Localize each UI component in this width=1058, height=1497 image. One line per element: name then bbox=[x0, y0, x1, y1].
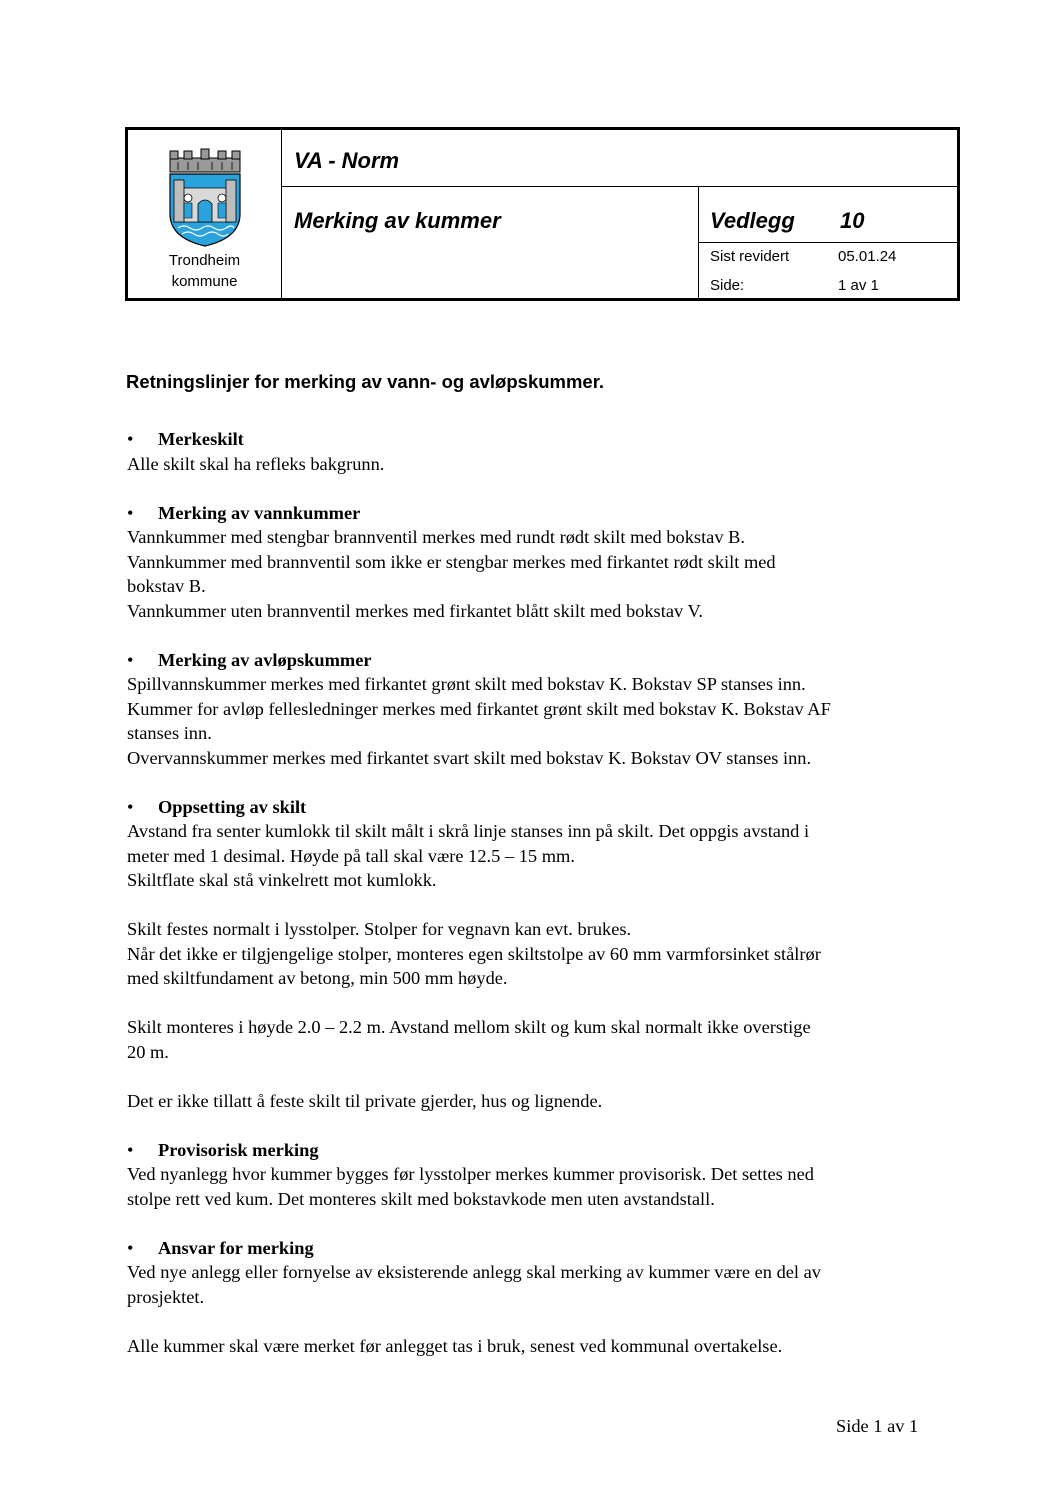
text-line: Vannkummer uten brannventil merkes med firkantet blått skilt med bokstav V. bbox=[127, 600, 703, 621]
section-title-text: Ansvar for merking bbox=[158, 1237, 314, 1258]
paragraph bbox=[127, 1015, 957, 1064]
text-line: Overvannskummer merkes med firkantet svart skilt med bokstav K. Bokstav OV stanses inn. bbox=[127, 747, 812, 768]
bullet-icon: • bbox=[127, 1237, 134, 1258]
doc-title: Merking av kummer bbox=[294, 208, 501, 233]
text-line: Alle kummer skal være merket før anlegget tas i bruk, senest ved kommunal overtakelse. bbox=[127, 1335, 783, 1356]
revised-label: Sist revidert bbox=[710, 248, 790, 265]
paragraph bbox=[127, 917, 957, 991]
section-title-text: Merkeskilt bbox=[158, 429, 244, 449]
page-label: Side: bbox=[710, 277, 745, 294]
revised-date: 05.01.24 bbox=[838, 248, 897, 265]
section-title bbox=[127, 1236, 957, 1261]
paragraph bbox=[127, 672, 957, 770]
document-body bbox=[127, 427, 957, 1383]
section-title-text: Oppsetting av skilt bbox=[158, 796, 307, 817]
text-line: Avstand fra senter kumlokk til skilt målt i skrå linje stanses inn på skilt. Det oppgis avstand i bbox=[127, 821, 810, 841]
page-value: 1 av 1 bbox=[838, 277, 879, 294]
paragraph bbox=[127, 1260, 957, 1309]
bullet-icon: • bbox=[127, 502, 134, 523]
text-line: Kummer for avløp fellesledninger merkes med firkantet grønt skilt med bokstav K. Bokstav AF bbox=[127, 698, 831, 719]
text-line: meter med 1 desimal. Høyde på tall skal være 12.5 – 15 mm. bbox=[127, 845, 575, 866]
divider bbox=[282, 186, 957, 187]
paragraph bbox=[127, 1162, 957, 1211]
text-line: prosjektet. bbox=[127, 1286, 205, 1307]
section bbox=[127, 427, 957, 476]
text-line: Vannkummer med brannventil som ikke er stengbar merkes med firkantet rødt skilt med bbox=[127, 551, 776, 572]
text-line: stolpe rett ved kum. Det monteres skilt med bokstavkode men uten avstandstall. bbox=[127, 1188, 715, 1209]
section-title bbox=[127, 501, 957, 526]
text-line: Når det ikke er tilgjengelige stolper, monteres egen skiltstolpe av 60 mm varmforsinket stålrør bbox=[127, 943, 821, 964]
text-line: bokstav B. bbox=[127, 576, 206, 596]
section bbox=[127, 1138, 957, 1212]
bullet-icon: • bbox=[127, 429, 134, 449]
text-line: 20 m. bbox=[127, 1041, 169, 1062]
text-line: Det er ikke tillatt å feste skilt til private gjerder, hus og lignende. bbox=[127, 1090, 603, 1111]
paragraph bbox=[127, 1334, 957, 1359]
bullet-icon: • bbox=[127, 1139, 134, 1160]
text-line: Spillvannskummer merkes med firkantet grønt skilt med bokstav K. Bokstav SP stanses inn. bbox=[127, 674, 806, 694]
section-title bbox=[127, 648, 957, 673]
paragraph bbox=[127, 525, 957, 623]
section bbox=[127, 501, 957, 624]
text-line: stanses inn. bbox=[127, 723, 212, 743]
page-footer: Side 1 av 1 bbox=[836, 1416, 919, 1436]
text-line: Ved nyanlegg hvor kummer bygges før lysstolper merkes kummer provisorisk. Det settes ned bbox=[127, 1164, 814, 1184]
municipality-line-2: kommune bbox=[171, 273, 238, 290]
appendix-label: Vedlegg bbox=[710, 208, 795, 233]
document-header bbox=[125, 127, 960, 301]
paragraph bbox=[127, 1089, 957, 1114]
municipality-line-1: Trondheim bbox=[168, 252, 241, 269]
coat-of-arms-icon bbox=[164, 148, 246, 248]
text-line: Alle skilt skal ha refleks bakgrunn. bbox=[127, 453, 385, 474]
text-line: Ved nye anlegg eller fornyelse av eksisterende anlegg skal merking av kummer være en del av bbox=[127, 1262, 821, 1282]
section-title bbox=[127, 1138, 957, 1163]
section-title-text: Provisorisk merking bbox=[158, 1139, 319, 1160]
paragraph bbox=[127, 452, 957, 477]
text-line: Skiltflate skal stå vinkelrett mot kumlokk. bbox=[127, 870, 437, 890]
section-title-text: Merking av avløpskummer bbox=[158, 649, 372, 670]
text-line: Skilt monteres i høyde 2.0 – 2.2 m. Avstand mellom skilt og kum skal normalt ikke overstige bbox=[127, 1017, 811, 1037]
section-title bbox=[127, 427, 957, 452]
doc-series: VA - Norm bbox=[294, 148, 400, 173]
bullet-icon: • bbox=[127, 796, 134, 817]
section bbox=[127, 795, 957, 1114]
section-title bbox=[127, 795, 957, 820]
paragraph bbox=[127, 819, 957, 893]
section bbox=[127, 648, 957, 771]
text-line: Vannkummer med stengbar brannventil merkes med rundt rødt skilt med bokstav B. bbox=[127, 527, 746, 547]
bullet-icon: • bbox=[127, 649, 134, 670]
appendix-number: 10 bbox=[840, 208, 865, 233]
text-line: med skiltfundament av betong, min 500 mm høyde. bbox=[127, 968, 508, 988]
logo-cell bbox=[128, 130, 282, 298]
page-heading: Retningslinjer for merking av vann- og avløpskummer. bbox=[126, 371, 605, 392]
section-title-text: Merking av vannkummer bbox=[158, 502, 361, 523]
section bbox=[127, 1236, 957, 1359]
divider bbox=[699, 242, 957, 243]
text-line: Skilt festes normalt i lysstolper. Stolper for vegnavn kan evt. brukes. bbox=[127, 919, 632, 939]
municipality-name bbox=[128, 250, 281, 292]
